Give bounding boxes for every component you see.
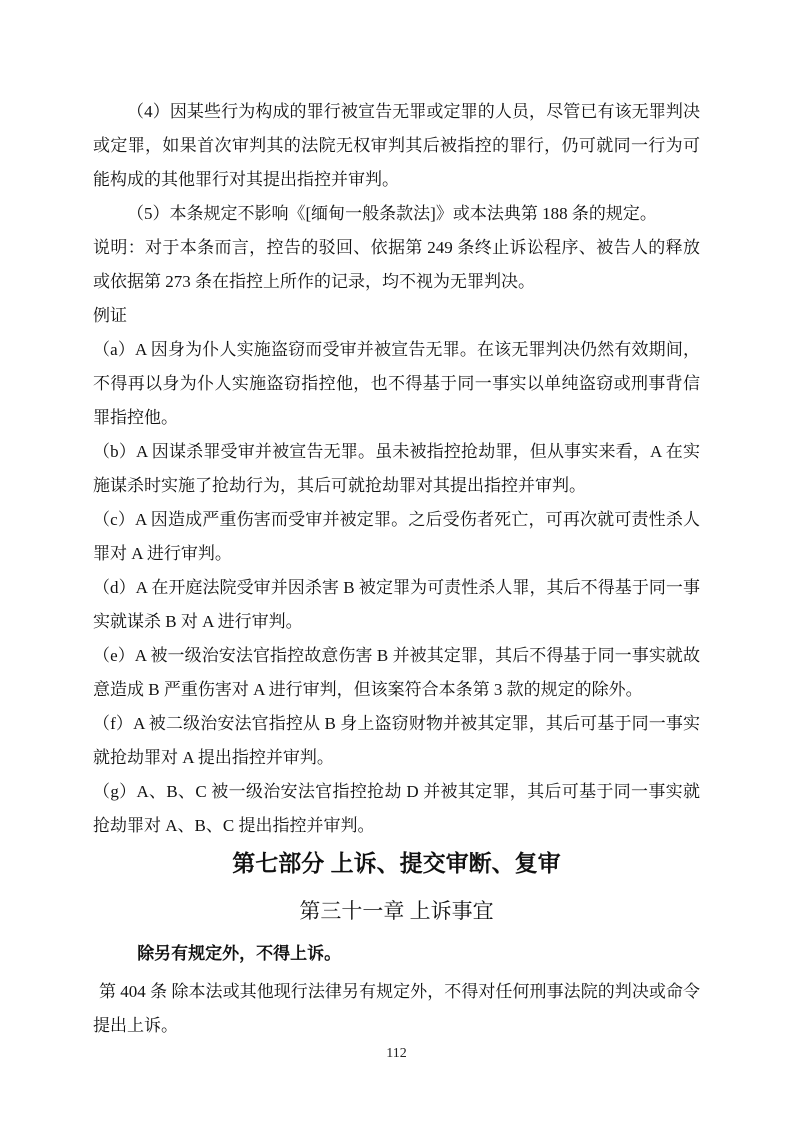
illustrations-label: 例证 — [93, 306, 127, 325]
illustration-a: （a）A 因身为仆人实施盗窃而受审并被宣告无罪。在该无罪判决仍然有效期间，不得再以身为仆人实施盗窃指控他，也不得基于同一事实以单纯盗窃或刑事背信罪指控他。 — [93, 340, 700, 427]
section-404-paragraph: 第 404 条 除本法或其他现行法律另有规定外，不得对任何刑事法院的判决或命令提出上诉。 — [93, 982, 700, 1035]
illustration-c: （c）A 因造成严重伤害而受审并被定罪。之后受伤者死亡，可再次就可责性杀人罪对 A 进行审判。 — [93, 510, 700, 563]
page-number: 112 — [386, 1046, 407, 1061]
illustration-b: （b）A 因谋杀罪受审并被宣告无罪。虽未被指控抢劫罪，但从事实来看，A 在实施谋杀时实施了抢劫行为，其后可就抢劫罪对其提出指控并审判。 — [93, 442, 700, 495]
part-heading: 第七部分 上诉、提交审断、复审 — [232, 850, 561, 876]
illustration-e: （e）A 被一级治安法官指控故意伤害 B 并被其定罪，其后不得基于同一事实就故意造成 B 严重伤害对 A 进行审判，但该案符合本条第 3 款的规定的除外。 — [93, 646, 700, 699]
page-content — [93, 95, 700, 1043]
paragraph-clause-4: （4）因某些行为构成的罪行被宣告无罪或定罪的人员，尽管已有该无罪判决或定罪，如果首次审判其的法院无权审判其后被指控的罪行，仍可就同一行为可能构成的其他罪行对其提出指控并审判。 — [93, 102, 700, 189]
rule-bold-line: 除另有规定外，不得上诉。 — [137, 944, 342, 963]
note-paragraph: 说明：对于本条而言，控告的驳回、依据第 249 条终止诉讼程序、被告人的释放或依据第 273 条在指控上所作的记录，均不视为无罪判决。 — [93, 238, 700, 291]
illustration-d: （d）A 在开庭法院受审并因杀害 B 被定罪为可责性杀人罪，其后不得基于同一事实就谋杀 B 对 A 进行审判。 — [93, 578, 700, 631]
illustration-g: （g）A、B、C 被一级治安法官指控抢劫 D 并被其定罪，其后可基于同一事实就抢劫罪对 A、B、C 提出指控并审判。 — [93, 782, 700, 835]
chapter-heading: 第三十一章 上诉事宜 — [299, 899, 494, 923]
paragraph-clause-5: （5）本条规定不影响《[缅甸一般条款法]》或本法典第 188 条的规定。 — [127, 204, 657, 223]
illustration-f: （f）A 被二级治安法官指控从 B 身上盗窃财物并被其定罪，其后可基于同一事实就抢劫罪对 A 提出指控并审判。 — [93, 714, 700, 767]
